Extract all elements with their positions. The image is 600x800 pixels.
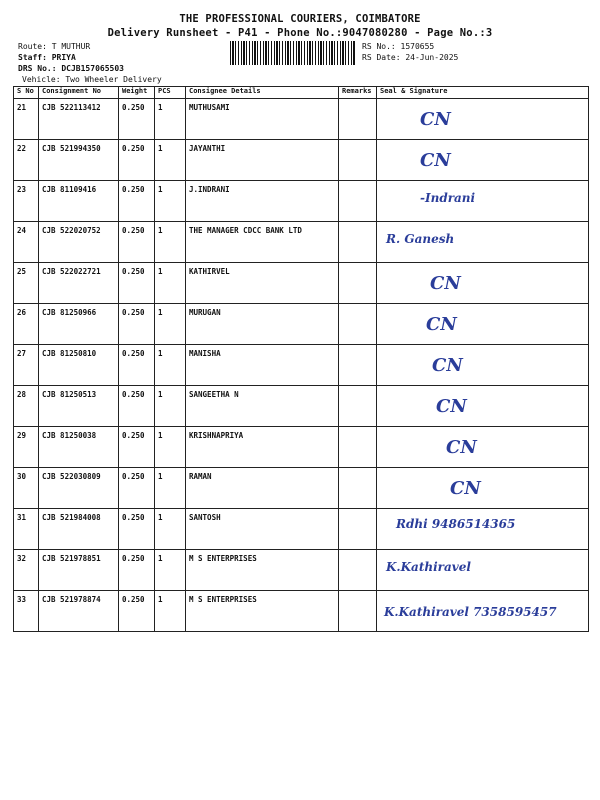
remarks-cell xyxy=(339,386,377,427)
column-header: PCS xyxy=(155,87,186,99)
signature: CN xyxy=(420,109,451,130)
consignment-cell: CJB 521978851 xyxy=(39,550,119,591)
table-row xyxy=(14,591,589,632)
signature-cell xyxy=(377,99,589,140)
consignee-cell: SANTOSH xyxy=(186,509,339,550)
staff-label: Staff: PRIYA xyxy=(18,53,76,62)
weight-cell: 0.250 xyxy=(119,468,155,509)
remarks-cell xyxy=(339,304,377,345)
signature: K.Kathiravel 7358595457 xyxy=(384,605,557,619)
consignee-cell: M S ENTERPRISES xyxy=(186,550,339,591)
sno-cell: 31 xyxy=(14,509,39,550)
table-row xyxy=(14,427,589,468)
remarks-cell xyxy=(339,99,377,140)
table-header-row xyxy=(14,87,589,99)
rs-date: RS Date: 24-Jun-2025 xyxy=(362,53,459,62)
signature: CN xyxy=(450,478,481,499)
signature: CN xyxy=(446,437,477,458)
table-row xyxy=(14,468,589,509)
barcode-icon xyxy=(230,41,355,65)
sno-cell: 23 xyxy=(14,181,39,222)
signature: -Indrani xyxy=(420,191,476,205)
consignment-cell: CJB 81250513 xyxy=(39,386,119,427)
pcs-cell: 1 xyxy=(155,591,186,632)
remarks-cell xyxy=(339,509,377,550)
consignee-cell: KATHIRVEL xyxy=(186,263,339,304)
remarks-cell xyxy=(339,468,377,509)
pcs-cell: 1 xyxy=(155,140,186,181)
weight-cell: 0.250 xyxy=(119,550,155,591)
column-header: Remarks xyxy=(339,87,377,99)
remarks-cell xyxy=(339,427,377,468)
weight-cell: 0.250 xyxy=(119,263,155,304)
consignment-cell: CJB 522020752 xyxy=(39,222,119,263)
signature-cell xyxy=(377,509,589,550)
consignment-cell: CJB 521978874 xyxy=(39,591,119,632)
consignee-cell: SANGEETHA N xyxy=(186,386,339,427)
column-header: S No xyxy=(14,87,39,99)
table-row xyxy=(14,386,589,427)
pcs-cell: 1 xyxy=(155,468,186,509)
consignment-cell: CJB 521994350 xyxy=(39,140,119,181)
weight-cell: 0.250 xyxy=(119,181,155,222)
sno-cell: 24 xyxy=(14,222,39,263)
consignee-cell: JAYANTHI xyxy=(186,140,339,181)
consignment-cell: CJB 81250038 xyxy=(39,427,119,468)
runsheet-table xyxy=(13,86,589,632)
table-row xyxy=(14,345,589,386)
rs-number: RS No.: 1570655 xyxy=(362,42,435,51)
consignment-cell: CJB 522113412 xyxy=(39,99,119,140)
table-row xyxy=(14,222,589,263)
signature-cell xyxy=(377,427,589,468)
signature: CN xyxy=(432,355,463,376)
pcs-cell: 1 xyxy=(155,509,186,550)
weight-cell: 0.250 xyxy=(119,99,155,140)
sno-cell: 28 xyxy=(14,386,39,427)
consignee-cell: KRISHNAPRIYA xyxy=(186,427,339,468)
signature-cell xyxy=(377,222,589,263)
table-row xyxy=(14,509,589,550)
drs-number: DRS No.: DCJB157065503 xyxy=(18,64,124,73)
column-header: Seal & Signature xyxy=(377,87,589,99)
remarks-cell xyxy=(339,263,377,304)
consignment-cell: CJB 522030809 xyxy=(39,468,119,509)
table-row xyxy=(14,550,589,591)
pcs-cell: 1 xyxy=(155,304,186,345)
consignee-cell: J.INDRANI xyxy=(186,181,339,222)
pcs-cell: 1 xyxy=(155,181,186,222)
weight-cell: 0.250 xyxy=(119,386,155,427)
remarks-cell xyxy=(339,591,377,632)
signature: CN xyxy=(436,396,467,417)
sno-cell: 30 xyxy=(14,468,39,509)
runsheet-subtitle: Delivery Runsheet - P41 - Phone No.:9047080280 - Page No.:3 xyxy=(107,27,493,39)
weight-cell: 0.250 xyxy=(119,222,155,263)
remarks-cell xyxy=(339,222,377,263)
weight-cell: 0.250 xyxy=(119,509,155,550)
consignee-cell: M S ENTERPRISES xyxy=(186,591,339,632)
consignment-cell: CJB 521984008 xyxy=(39,509,119,550)
signature: R. Ganesh xyxy=(386,232,455,246)
signature: CN xyxy=(430,273,461,294)
signature-cell xyxy=(377,386,589,427)
signature: K.Kathiravel xyxy=(386,560,471,574)
signature-cell xyxy=(377,468,589,509)
column-header: Consignment No xyxy=(39,87,119,99)
weight-cell: 0.250 xyxy=(119,591,155,632)
company-title: THE PROFESSIONAL COURIERS, COIMBATORE xyxy=(179,13,421,25)
signature-cell xyxy=(377,591,589,632)
column-header: Weight xyxy=(119,87,155,99)
consignment-cell: CJB 81109416 xyxy=(39,181,119,222)
column-header: Consignee Details xyxy=(186,87,339,99)
signature-cell xyxy=(377,304,589,345)
pcs-cell: 1 xyxy=(155,263,186,304)
pcs-cell: 1 xyxy=(155,427,186,468)
consignment-cell: CJB 522022721 xyxy=(39,263,119,304)
consignee-cell: MANISHA xyxy=(186,345,339,386)
signature: CN xyxy=(426,314,457,335)
weight-cell: 0.250 xyxy=(119,140,155,181)
signature: Rdhi 9486514365 xyxy=(396,517,516,531)
consignment-cell: CJB 81250966 xyxy=(39,304,119,345)
table-row xyxy=(14,304,589,345)
remarks-cell xyxy=(339,345,377,386)
consignee-cell: MURUGAN xyxy=(186,304,339,345)
sno-cell: 22 xyxy=(14,140,39,181)
signature-cell xyxy=(377,550,589,591)
sno-cell: 27 xyxy=(14,345,39,386)
weight-cell: 0.250 xyxy=(119,345,155,386)
signature-cell xyxy=(377,140,589,181)
table-row xyxy=(14,263,589,304)
consignee-cell: MUTHUSAMI xyxy=(186,99,339,140)
pcs-cell: 1 xyxy=(155,345,186,386)
table-row xyxy=(14,140,589,181)
table-row xyxy=(14,99,589,140)
pcs-cell: 1 xyxy=(155,222,186,263)
signature-cell xyxy=(377,181,589,222)
consignee-cell: THE MANAGER CDCC BANK LTD xyxy=(186,222,339,263)
consignment-cell: CJB 81250810 xyxy=(39,345,119,386)
consignee-cell: RAMAN xyxy=(186,468,339,509)
sno-cell: 26 xyxy=(14,304,39,345)
remarks-cell xyxy=(339,550,377,591)
table-row xyxy=(14,181,589,222)
pcs-cell: 1 xyxy=(155,386,186,427)
pcs-cell: 1 xyxy=(155,99,186,140)
weight-cell: 0.250 xyxy=(119,427,155,468)
sno-cell: 32 xyxy=(14,550,39,591)
sno-cell: 29 xyxy=(14,427,39,468)
signature-cell xyxy=(377,263,589,304)
remarks-cell xyxy=(339,181,377,222)
pcs-cell: 1 xyxy=(155,550,186,591)
vehicle-label: Vehicle: Two Wheeler Delivery xyxy=(22,75,162,84)
sno-cell: 33 xyxy=(14,591,39,632)
weight-cell: 0.250 xyxy=(119,304,155,345)
sno-cell: 25 xyxy=(14,263,39,304)
remarks-cell xyxy=(339,140,377,181)
signature: CN xyxy=(420,150,451,171)
route-label: Route: T MUTHUR xyxy=(18,42,91,51)
signature-cell xyxy=(377,345,589,386)
sno-cell: 21 xyxy=(14,99,39,140)
